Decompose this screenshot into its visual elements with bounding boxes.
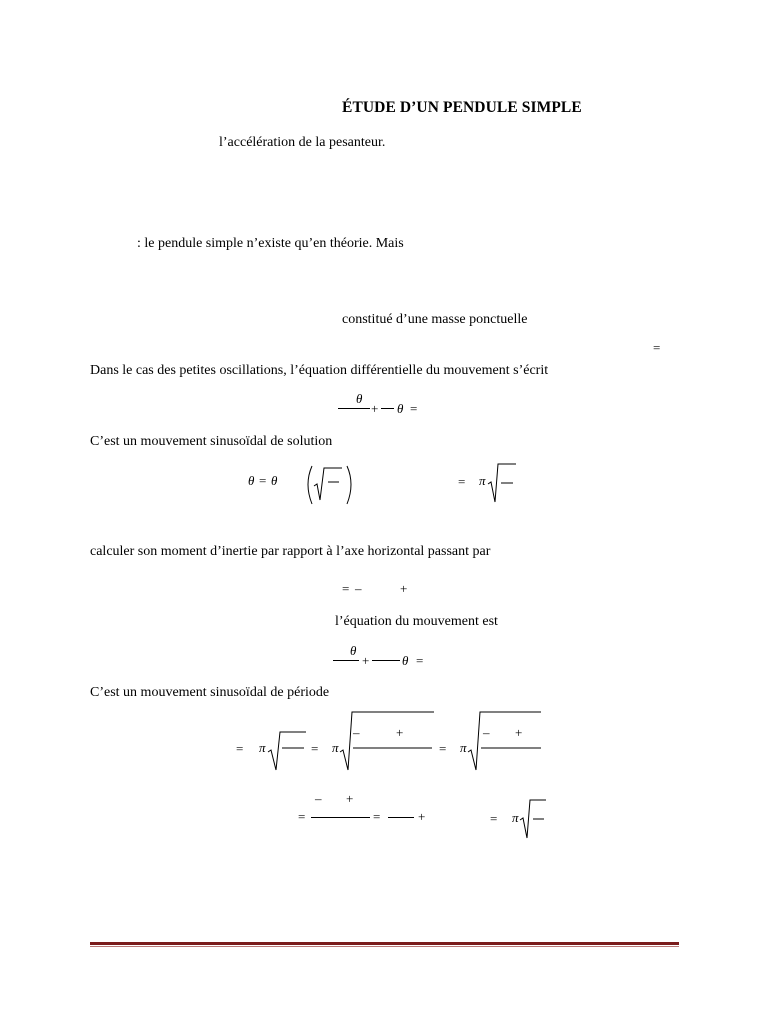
equation-periode-simple <box>458 462 528 506</box>
eq5-fraction-bar-1 <box>333 660 359 661</box>
text-petites-oscillations: Dans le cas des petites oscillations, l’équation différentielle du mouvement s’écrit <box>90 363 549 378</box>
eq1-theta: θ <box>397 401 404 416</box>
eq6-plus-2: + <box>515 725 523 740</box>
eq1-equals: = <box>410 401 418 416</box>
eq7-equals-2: = <box>373 809 381 824</box>
eq6-minus-2: – <box>483 725 490 740</box>
eq5-fraction-bar-2 <box>372 660 400 661</box>
equation-mouvement-compose <box>333 644 433 674</box>
eq8-pi: π <box>512 810 519 825</box>
equation-finale-gauche <box>298 792 438 828</box>
eq2-theta-left: θ <box>248 473 255 488</box>
eq5-plus: + <box>362 653 370 668</box>
text-masse-ponctuelle: constitué d’une masse ponctuelle <box>342 312 528 327</box>
eq1-plus: + <box>371 401 379 416</box>
eq7-equals-1: = <box>298 809 306 824</box>
text-moment-inertie: calculer son moment d’inertie par rapport à l’axe horizontal passant par <box>90 544 491 559</box>
eq7-fraction-bar-2 <box>388 817 414 818</box>
eq6-pi-3: π <box>460 740 467 755</box>
eq6-equals-1: = <box>236 741 244 756</box>
eq2-parentheses-sqrt <box>246 464 366 508</box>
eq5-theta: θ <box>402 653 409 668</box>
page-title: ÉTUDE D’UN PENDULE SIMPLE <box>342 99 582 116</box>
eq4-plus: + <box>400 581 408 596</box>
equation-solution <box>246 464 366 508</box>
eq6-pi-1: π <box>259 740 266 755</box>
eq6-radicals <box>236 708 546 772</box>
eq6-minus-1: – <box>353 725 360 740</box>
equation-inertie <box>342 580 422 600</box>
footer-rule-light <box>90 946 679 947</box>
eq3-equals: = <box>458 474 466 489</box>
eq7-plus-num: + <box>346 791 354 806</box>
equation-differentielle <box>336 392 426 422</box>
eq4-minus: – <box>355 581 362 596</box>
eq6-pi-2: π <box>332 740 339 755</box>
equation-finale-droite <box>490 796 550 840</box>
text-sinusoidal-solution: C’est un mouvement sinusoïdal de solution <box>90 434 333 449</box>
text-pesanteur: l’accélération de la pesanteur. <box>219 135 386 150</box>
eq7-fraction-bar-1 <box>311 817 370 818</box>
eq3-sqrt-icon <box>458 462 528 506</box>
text-pendule-theorie: : le pendule simple n’existe qu’en théorie. Mais <box>137 236 404 251</box>
equals-sign-right: = <box>653 340 661 355</box>
eq2-equals: = <box>259 473 267 488</box>
eq7-minus: – <box>315 791 322 806</box>
eq8-equals: = <box>490 811 498 826</box>
text-sinusoidal-periode: C’est un mouvement sinusoïdal de période <box>90 685 330 700</box>
eq1-theta-num: θ <box>356 391 363 406</box>
eq1-fraction-bar-2 <box>381 408 394 409</box>
eq8-sqrt-icon <box>490 796 550 840</box>
eq5-theta-num: θ <box>350 643 357 658</box>
equation-periode-composee <box>236 708 546 772</box>
eq4-equals: = <box>342 581 350 596</box>
eq6-plus-1: + <box>396 725 404 740</box>
footer-rule-dark <box>90 942 679 945</box>
eq2-theta-right: θ <box>271 473 278 488</box>
eq6-equals-2: = <box>311 741 319 756</box>
eq6-equals-3: = <box>439 741 447 756</box>
eq3-pi: π <box>479 473 486 488</box>
eq1-fraction-bar-1 <box>338 408 370 409</box>
text-equation-mouvement: l’équation du mouvement est <box>335 614 498 629</box>
eq7-plus: + <box>418 809 426 824</box>
eq5-equals: = <box>416 653 424 668</box>
